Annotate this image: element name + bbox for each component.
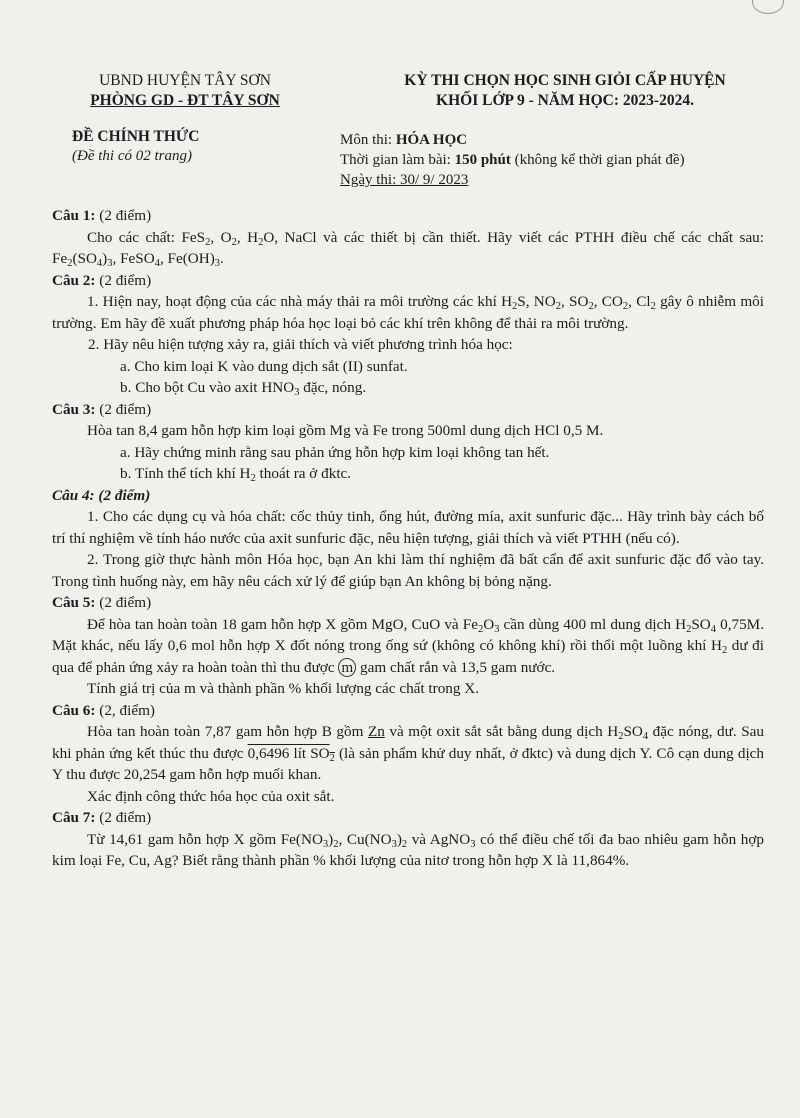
department-name: PHÒNG GD - ĐT TÂY SƠN <box>90 92 280 109</box>
circled-variable: m <box>338 658 356 677</box>
question-points: (2 điểm) <box>95 207 152 224</box>
exam-title: KỲ THI CHỌN HỌC SINH GIỎI CẤP HUYỆN <box>404 72 726 89</box>
official-title: ĐỀ CHÍNH THỨC <box>72 128 200 145</box>
question-6-task: Xác định công thức hóa học của oxit sắt. <box>87 787 335 805</box>
question-2-part-2: 2. Hãy nêu hiện tượng xảy ra, giải thích và viết phương trình hóa học: <box>88 336 513 353</box>
question-points: (2 điểm) <box>95 594 152 611</box>
exam-info <box>340 130 685 190</box>
question-points: (2 điểm) <box>95 809 152 826</box>
question-6-text: Hòa tan hoàn toàn 7,87 gam hỗn hợp B gồm Zn và một oxit sắt sắt bằng dung dịch $H_2SO_4$ đặc nóng, dư. Sau khi phản ứng kết thúc thu được 0,6496 lít $SO_2$ (là sản phẩm khử duy nhất, ở đktc) và dung dịch Y. Cô cạn dung dịch Y thu được 20,254 gam hỗn hợp muối khan. <box>52 723 765 783</box>
date-label: Ngày thi: <box>340 172 400 188</box>
time-value: 150 phút <box>454 152 511 168</box>
question-label: Câu 3: <box>52 400 96 418</box>
header-right <box>355 72 775 110</box>
question-label: Câu 7: <box>52 809 96 826</box>
question-4-heading <box>52 485 764 507</box>
question-5-text: Để hòa tan hoàn toàn 18 gam hỗn hợp X gồm MgO, CuO và $Fe_2O_3$ cần dùng 400 ml dung dịch $H_2SO_4$ 0,75M. Mặt khác, nếu lấy 0,6 mol hỗn hợp X đốt nóng trong ống sứ (không có không khí) rồi thổi một luồng khí $H_2$ dư đi qua để phản ứng xảy ra hoàn toàn thì thu được m gam chất rắn và 13,5 gam nước. <box>52 615 764 676</box>
question-2-part-1: 1. Hiện nay, hoạt động của các nhà máy thải ra môi trường các khí $H_2S$, $NO_2$, $SO_2$, $CO_2$, $Cl_2$ gây ô nhiễm môi trường. Em hãy đề xuất phương pháp hóa học loại bỏ các khí trên không để thải ra môi trường. <box>52 293 764 332</box>
exam-body <box>52 205 764 872</box>
question-7-text: Từ 14,61 gam hỗn hợp X gồm $Fe(NO_3)_2$, $Cu(NO_3)_2$ và AgNO$_3$ có thể điều chế tối đa bao nhiêu gam hỗn hợp kim loại Fe, Cu, Ag? Biết rằng thành phần % khối lượng của nitơ trong hỗn hợp X là 11,864%. <box>52 830 764 869</box>
question-4-part-2: 2. Trong giờ thực hành môn Hóa học, bạn An khi làm thí nghiệm đã bất cẩn để axit sunfuric đặc đổ vào tay. Trong tình huống này, em hãy nêu cách xử lý để giúp bạn An không bị bỏng nặng. <box>52 551 764 590</box>
question-2-heading <box>52 270 764 292</box>
question-points: (2 điểm) <box>94 486 151 504</box>
underlined-zn: Zn <box>367 723 385 740</box>
subject-value: HÓA HỌC <box>395 132 468 148</box>
question-1-text: Cho các chất: FeS$_2$, $O_2$, $H_2O$, NaCl và các thiết bị cần thiết. Hãy viết các PTHH điều chế các chất sau: $Fe_2(SO_4)_3$, FeSO$_4$, $Fe(OH)_3$. <box>52 228 764 269</box>
question-7-heading <box>52 807 764 829</box>
question-3-heading <box>52 399 764 421</box>
question-6-heading <box>52 700 764 722</box>
exam-grade-year: KHỐI LỚP 9 - NĂM HỌC: 2023-2024. <box>436 92 694 109</box>
authority-name: UBND HUYỆN TÂY SƠN <box>99 72 271 89</box>
marked-volume: 0,6496 lít $SO_2$ <box>247 744 335 764</box>
question-label: Câu 6: <box>52 701 96 719</box>
question-5-heading <box>52 592 764 614</box>
question-points: (2, điểm) <box>95 701 155 719</box>
header-left <box>60 72 310 110</box>
official-block <box>72 128 199 165</box>
time-label: Thời gian làm bài: <box>340 152 455 168</box>
subject-label: Môn thi: <box>340 132 396 148</box>
question-points: (2 điểm) <box>95 271 152 289</box>
question-label: Câu 5: <box>52 594 96 611</box>
date-line <box>340 170 685 190</box>
subject-line <box>340 130 685 150</box>
question-2-item-b: b. Cho bột Cu vào axit $HNO_3$ đặc, nóng. <box>120 379 367 398</box>
question-3-item-b: b. Tính thể tích khí $H_2$ thoát ra ở đktc. <box>120 465 352 484</box>
question-4-part-1: 1. Cho các dụng cụ và hóa chất: cốc thủy tinh, ống hút, đường mía, axit sunfuric đặc... Hãy trình bày cách bố trí thí nghiệm về tính háo nước của axit sunfuric đặc, nêu hiện tượng, giải thích và viết PTHH (nếu có). <box>52 508 764 547</box>
question-3-item-a: a. Hãy chứng minh rằng sau phản ứng hỗn hợp kim loại không tan hết. <box>120 443 550 461</box>
page-mark <box>752 0 784 14</box>
question-points: (2 điểm) <box>95 400 152 418</box>
time-line <box>340 150 685 170</box>
time-note: (không kể thời gian phát đề) <box>510 152 685 168</box>
question-1-heading <box>52 205 764 227</box>
official-subtitle: (Đề thi có 02 trang) <box>72 148 192 164</box>
question-3-text: Hòa tan 8,4 gam hỗn hợp kim loại gồm Mg và Fe trong 500ml dung dịch HCl 0,5 M. <box>87 422 604 439</box>
question-label: Câu 1: <box>52 207 96 224</box>
question-label: Câu 4: <box>52 486 95 504</box>
question-5-task: Tính giá trị của m và thành phần % khối lượng các chất trong X. <box>87 680 480 697</box>
date-value: 30/ 9/ 2023 <box>400 172 469 188</box>
question-label: Câu 2: <box>52 271 96 289</box>
question-2-item-a: a. Cho kim loại K vào dung dịch sắt (II) sunfat. <box>120 357 408 375</box>
